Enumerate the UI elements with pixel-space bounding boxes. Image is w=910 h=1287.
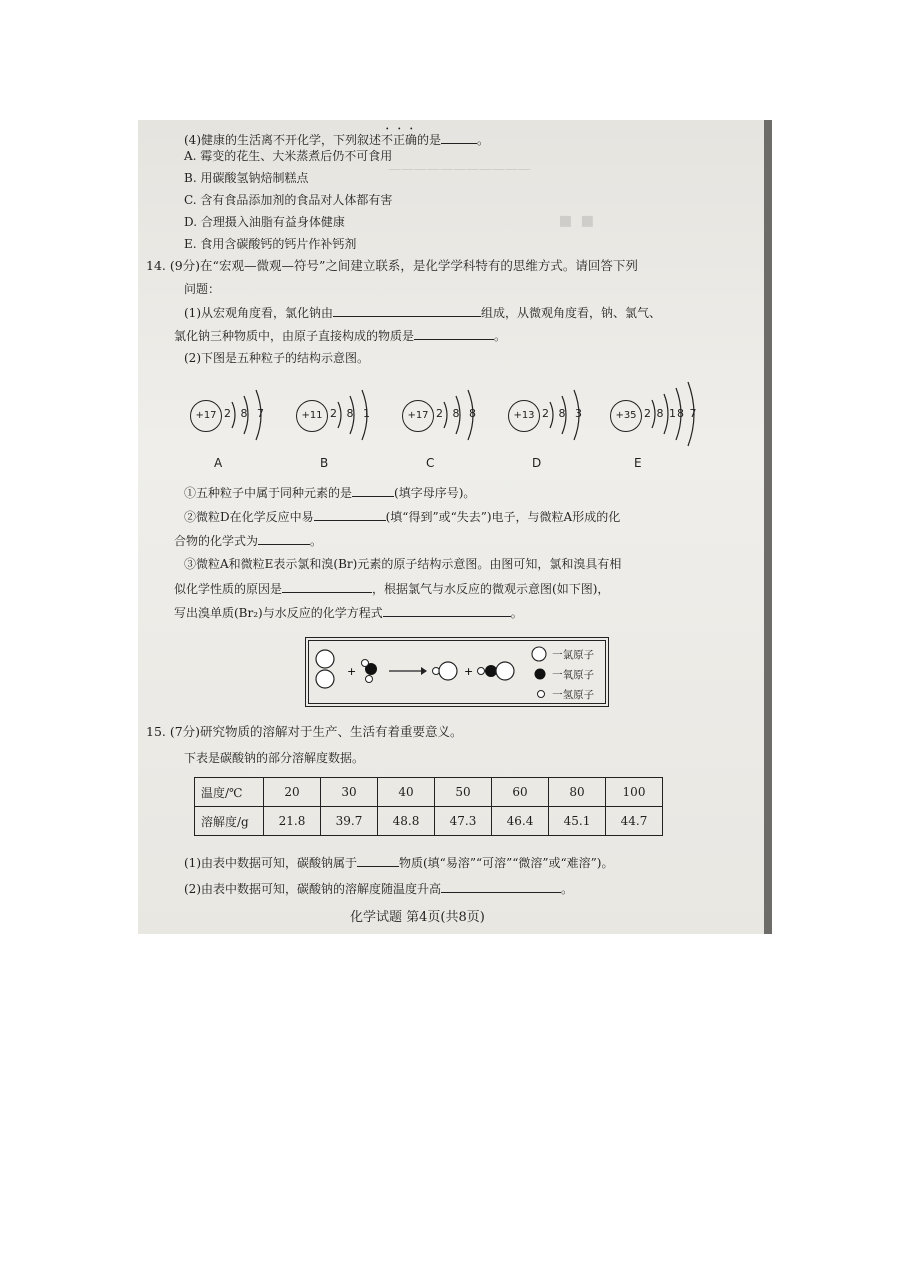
answer-blank[interactable] (414, 327, 494, 340)
question-14-2-1: ①五种粒子中属于同种元素的是 (填字母序号)。 (184, 486, 476, 500)
nucleus: +13 (508, 400, 540, 432)
page-footer: 化学试题 第4页(共8页) (350, 910, 485, 925)
table-row (195, 778, 663, 807)
atom-label: C (426, 456, 435, 470)
oxygen-atom-icon (533, 667, 547, 681)
question-15-intro: 下表是碳酸钠的部分溶解度数据。 (184, 751, 365, 765)
svg-text:+: + (347, 665, 357, 678)
table-cell: 44.7 (606, 807, 663, 836)
atom-e (608, 378, 718, 478)
atom-label: A (214, 456, 223, 470)
electron-counts: 2 8 3 (542, 407, 585, 420)
table-cell: 50 (435, 778, 492, 807)
answer-blank[interactable] (383, 604, 511, 617)
atom-structure-diagrams (188, 378, 708, 478)
atom-label: E (634, 456, 642, 470)
question-14-2-2: ②微粒D在化学反应中易 (填“得到”或“失去”)电子，与微粒A形成的化 (184, 510, 621, 524)
electron-counts: 2 8 1 (330, 407, 373, 420)
atom-b (294, 378, 404, 478)
answer-blank[interactable] (441, 131, 477, 144)
option-d: D. 合理摄入油脂有益身体健康 (184, 215, 345, 229)
question-14-title: 14. (9分)在“宏观—微观—符号”之间建立联系，是化学学科特有的思维方式。请回答下列 (146, 258, 638, 273)
question-14-title-cont: 问题： (184, 282, 221, 296)
atom-label: B (320, 456, 329, 470)
table-cell: 40 (378, 778, 435, 807)
option-c: C. 含有食品添加剂的食品对人体都有害 (184, 193, 393, 207)
electron-counts: 2 8 7 (224, 407, 267, 420)
answer-blank[interactable] (258, 532, 310, 545)
reaction-molecules (309, 641, 529, 703)
hydrogen-atom-icon (535, 688, 547, 700)
question-14-1: (1)从宏观角度看，氯化钠由 组成，从微观角度看，钠、氯气、 (184, 306, 662, 320)
legend-hydrogen: 一氢原子 (535, 683, 594, 702)
table-cell: 30 (321, 778, 378, 807)
electron-counts: 2 8 18 7 (644, 407, 698, 420)
atom-c (400, 378, 510, 478)
answer-blank[interactable] (282, 580, 372, 593)
table-header: 溶解度/g (195, 807, 264, 836)
reaction-diagram (308, 640, 606, 704)
question-14-2: (2)下图是五种粒子的结构示意图。 (184, 351, 369, 365)
exam-page-photo (138, 120, 772, 934)
question-14-2-2-cont: 合物的化学式为 。 (174, 534, 323, 548)
electron-counts: 2 8 8 (436, 407, 479, 420)
answer-blank[interactable] (441, 880, 561, 893)
nucleus: +17 (190, 400, 222, 432)
question-14-2-3: ③微粒A和微粒E表示氯和溴(Br)元素的原子结构示意图。由图可知，氯和溴具有相 (184, 557, 622, 571)
solubility-table (194, 777, 663, 836)
answer-blank[interactable] (357, 854, 399, 867)
legend-oxygen: 一氧原子 (533, 663, 594, 682)
table-cell: 80 (549, 778, 606, 807)
photo-edge (764, 120, 772, 934)
table-cell: 48.8 (378, 807, 435, 836)
table-header: 温度/℃ (195, 778, 264, 807)
atom-a (188, 378, 298, 478)
question-15-1: (1)由表中数据可知，碳酸钠属于 物质(填“易溶”“可溶”“微溶”或“难溶”)。 (184, 856, 614, 870)
bleed-through-text: ——————————— (388, 162, 531, 177)
question-15-title: 15. (7分)研究物质的溶解对于生产、生活有着重要意义。 (146, 724, 463, 739)
table-cell: 46.4 (492, 807, 549, 836)
table-cell: 100 (606, 778, 663, 807)
chlorine-atom-icon (531, 646, 547, 662)
table-cell: 60 (492, 778, 549, 807)
nucleus: +11 (296, 400, 328, 432)
nucleus: +35 (610, 400, 642, 432)
nucleus: +17 (402, 400, 434, 432)
table-cell: 20 (264, 778, 321, 807)
answer-blank[interactable] (333, 304, 481, 317)
table-cell: 47.3 (435, 807, 492, 836)
table-cell: 39.7 (321, 807, 378, 836)
legend-chlorine: 一氯原子 (531, 643, 594, 662)
table-cell: 21.8 (264, 807, 321, 836)
table-cell: 45.1 (549, 807, 606, 836)
table-row (195, 807, 663, 836)
option-e: E. 食用含碳酸钙的钙片作补钙剂 (184, 237, 357, 251)
atom-d (506, 378, 616, 478)
answer-blank[interactable] (352, 484, 394, 497)
atom-label: D (532, 456, 542, 470)
question-15-2: (2)由表中数据可知，碳酸钠的溶解度随温度升高 。 (184, 882, 574, 896)
option-b: B. 用碳酸氢钠焙制糕点 (184, 171, 309, 185)
svg-text:+: + (464, 665, 474, 678)
answer-blank[interactable] (314, 508, 386, 521)
bleed-through-text: ▪ ▪ (558, 208, 595, 233)
option-a: A. 霉变的花生、大米蒸煮后仍不可食用 (184, 149, 393, 163)
question-13-4: (4)健康的生活离不开化学，下列叙述不正确的是 。 (184, 133, 490, 147)
question-14-2-3-cont2: 写出溴单质(Br₂)与水反应的化学方程式 。 (174, 606, 523, 620)
question-14-1-cont: 氯化钠三种物质中，由原子直接构成的物质是 。 (174, 329, 507, 343)
question-14-2-3-cont: 似化学性质的原因是 ，根据氯气与水反应的微观示意图(如下图)， (174, 582, 610, 596)
